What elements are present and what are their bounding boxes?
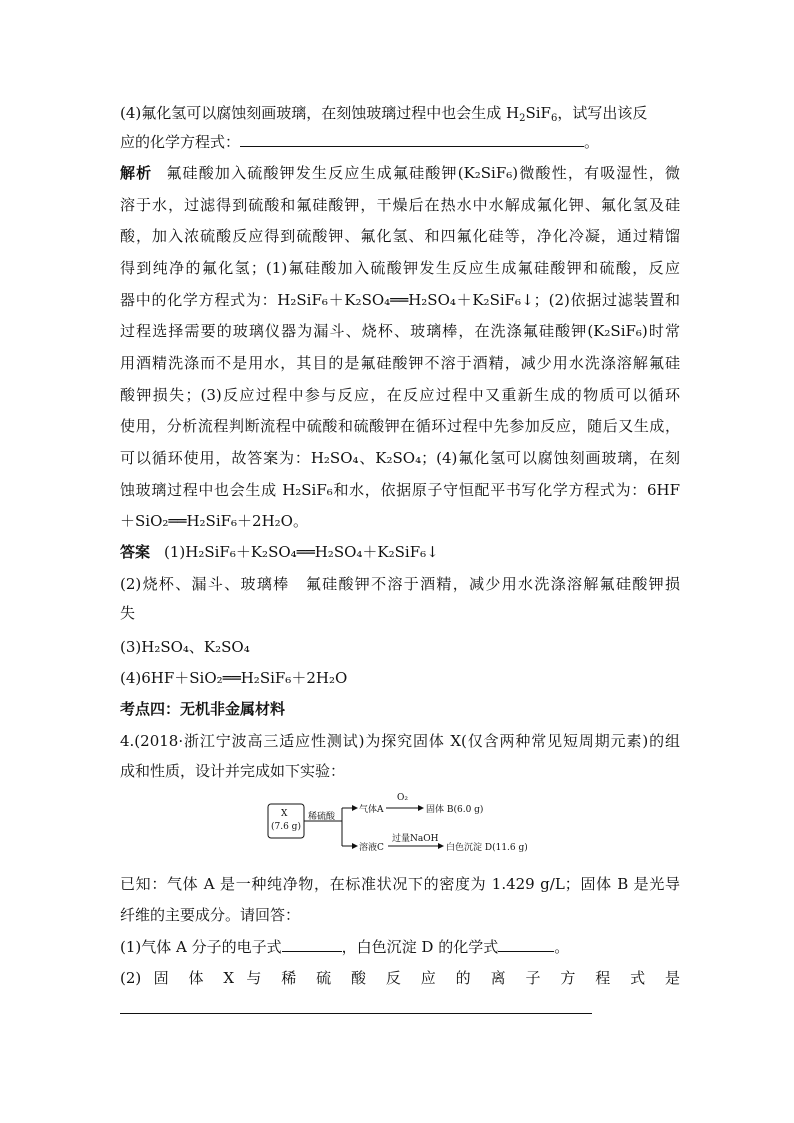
chemical-formula-blank[interactable]: [498, 937, 554, 952]
answer-line-3: (3)H₂SO₄、K₂SO₄: [120, 638, 250, 656]
answer-line-2: (2)烧杯、漏斗、玻璃棒 氟硅酸钾不溶于酒精，减少用水洗涤溶解氟硅酸钾损: [120, 575, 680, 593]
subscript: 2: [519, 113, 526, 124]
question-4-part4-line1: [120, 102, 680, 124]
analysis-label: 解析: [120, 164, 153, 182]
analysis-line-9: 使用，分析流程判断流程中硫酸和硫酸钾在循环过程中先参加反应，随后又生成，: [120, 417, 680, 435]
period: 。: [584, 133, 600, 151]
solution-c-label: 溶液C: [359, 843, 384, 853]
analysis-line-6: 过程选择需要的玻璃仪器为漏斗、烧杯、玻璃棒，在洗涤氟硅酸钾(K₂SiF₆)时常: [120, 322, 680, 340]
analysis-line-3: 酸，加入浓硫酸反应得到硫酸钾、氟化氢、和四氟化硅等，净化冷凝，通过精馏: [120, 227, 680, 245]
known-line-2: 纤维的主要成分。请回答：: [120, 906, 301, 924]
answer-line-4: (4)6HF＋SiO₂══H₂SiF₆＋2H₂O: [120, 669, 348, 687]
o2-label: O₂: [397, 793, 408, 803]
q1-period: 。: [554, 938, 570, 956]
answer-text: (1)H₂SiF₆＋K₂SO₄══H₂SO₄＋K₂SiF₆↓: [164, 543, 439, 561]
analysis-text: 氟硅酸加入硫酸钾发生反应生成氟硅酸钾(K₂SiF₆)微酸性，有吸湿性，微: [166, 164, 680, 182]
solid-b-label: 固体 B(6.0 g): [426, 805, 484, 815]
analysis-line-7: 用酒精洗涤而不是用水，其目的是氟硅酸钾不溶于酒精，减少用水洗涤溶解氟硅: [120, 354, 680, 372]
analysis-line-10: 可以循环使用，故答案为：H₂SO₄、K₂SO₄；(4)氟化氢可以腐蚀刻画玻璃，在刻: [120, 449, 680, 467]
q4p4-text-a: (4)氟化氢可以腐蚀刻画玻璃，在刻蚀玻璃过程中也会生成 H: [120, 104, 520, 122]
section-heading: 考点四：无机非金属材料: [120, 700, 286, 718]
answer-line-1: [120, 541, 680, 563]
box-x-mass: (7.6 g): [271, 822, 301, 832]
q4p4-text-c: ，试写出该反: [557, 104, 648, 122]
analysis-line-8: 酸钾损失；(3)反应过程中参与反应，在反应过程中又重新生成的物质可以循环: [120, 386, 680, 404]
answer-line-2b: 失: [120, 604, 136, 622]
precipitate-d-label: 白色沉淀 D(11.6 g): [446, 843, 528, 853]
naoh-label: 过量NaOH: [392, 834, 439, 844]
analysis-line-1: [120, 162, 680, 184]
subquestion-2: (2) 固 体 X 与 稀 硫 酸 反 应 的 离 子 方 程 式 是: [120, 969, 680, 987]
answer-blank[interactable]: [240, 132, 584, 147]
analysis-line-4: 得到纯净的氟化氢；(1)氟硅酸加入硫酸钾发生反应生成氟硅酸钾和硫酸，反应: [120, 259, 680, 277]
experiment-flow-diagram: [266, 793, 536, 856]
analysis-line-12: ＋SiO₂══H₂SiF₆＋2H₂O。: [120, 512, 308, 530]
subquestion-1: [120, 936, 680, 958]
ionic-equation-blank[interactable]: [120, 1013, 592, 1014]
gas-a-label: 气体A: [359, 805, 384, 815]
question-4-line2: 成和性质，设计并完成如下实验：: [120, 762, 346, 780]
subscript: 6: [550, 113, 558, 124]
answer-label: 答案: [120, 543, 151, 561]
box-x-label: X: [281, 809, 288, 819]
analysis-line-2: 溶于水，过滤得到硫酸和氟硅酸钾，干燥后在热水中水解成氟化钾、氟化氢及硅: [120, 196, 680, 214]
q4p4-line2-text: 应的化学方程式：: [120, 133, 241, 151]
question-4-line1: 4.(2018·浙江宁波高三适应性测试)为探究固体 X(仅含两种常见短周期元素)的组: [120, 732, 680, 750]
q1-text-b: ，白色沉淀 D 的化学式: [341, 938, 499, 956]
q1-text-a: (1)气体 A 分子的电子式: [120, 938, 282, 956]
q4p4-text-b: SiF: [525, 104, 551, 122]
analysis-line-11: 蚀玻璃过程中也会生成 H₂SiF₆和水，依据原子守恒配平书写化学方程式为：6HF: [120, 481, 680, 499]
reagent-label: 稀硫酸: [308, 812, 336, 822]
known-line-1: 已知：气体 A 是一种纯净物，在标准状况下的密度为 1.429 g/L；固体 B 是光导: [120, 875, 680, 893]
analysis-line-5: 器中的化学方程式为：H₂SiF₆＋K₂SO₄══H₂SO₄＋K₂SiF₆↓；(2)依据过滤装置和: [120, 291, 680, 309]
electron-formula-blank[interactable]: [282, 937, 342, 952]
question-4-part4-line2: [120, 131, 680, 153]
